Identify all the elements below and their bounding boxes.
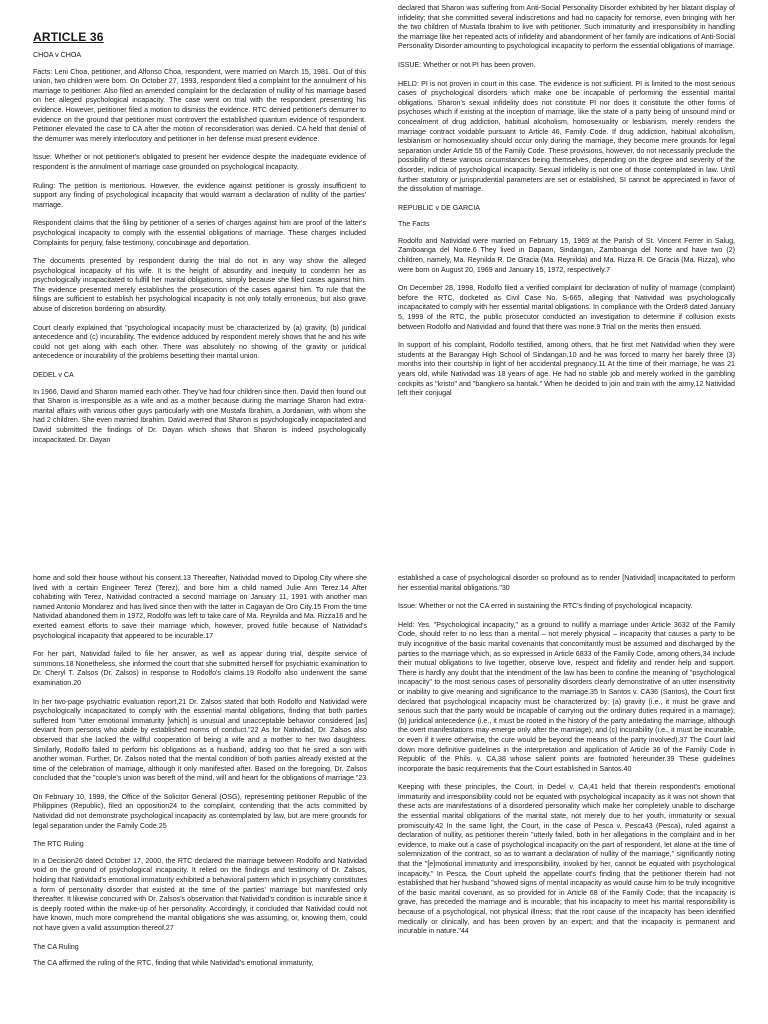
paragraph: declared that Sharon was suffering from Anti-Social Personality Disorder exhibited by her blatant display of infidelity; that she committed several indiscretions and had no capacity for remorse, even bringing with her the two children of Mustafa Ibrahim to live with petitioner. Such immaturity and irresponsibility in handling the marriage like her repeated acts of infidelity and abandonment of her family are indications of Anti-Social Personality Disorder amounting to psychological incapacity to perform the essential obligations of marriage. — [398, 4, 735, 51]
paragraph: Rodolfo and Natividad were married on February 15, 1969 at the Parish of St. Vincent Ferrer in Salug, Zamboanga del Norte.6 They lived in Dapaon, Sindangan, Zamboanga del Norte and have two (2) children, namely, Ma. Reynilda R. De Gracia (Ma. Reynilda) and Ma. Rizza R. De Gracia (Ma. Rizza), who were born on August 20, 1969 and January 15, 1972, respectively.7 — [398, 236, 735, 274]
paragraph: home and sold their house without his consent.13 Thereafter, Natividad moved to Dipolog City where she lived with a certain Engineer Terez (Terez), and bore him a child named Julie Ann Terez.14 After cohabiting with Terez, Natividad contracted a second marriage on January 11, 1991 with another man named Antonio Mondarez and has lived since then with the latter in Cagayan de Oro City.15 From the time Natividad abandoned them in 1972, Rodolfo was left to take care of Ma. Reynilda and Ma. Rizza16 and he exerted earnest efforts to save their marriage which, however, proved futile because of Natividad's psychological incapacity that appeared to be incurable.17 — [33, 574, 367, 640]
section-heading: The CA Ruling — [33, 942, 79, 951]
paragraph: Facts: Leni Choa, petitioner, and Alfonso Choa, respondent, were married on March 15, 1981. Out of this union, two children were born. On October 27, 1993, respondent filed a complaint for the annulment of his marriage to petitioner. Also filed an amended complaint for the declaration of nullity of his marriage based on her alleged psychological incapacity. The case went on trial with the respondent presenting his evidence. However, petitioner filed a motion to dismiss the evidence. RTC denied petitioner's demurrer to evidence on the ground that petitioner must controvert the established quantum evidence of respondent. Petitioner elevated the case to CA after the motion of reconsideration was denied. CA held that denial of the demurrer was merely interlocutory and petitioner in her defense must present evidence. — [33, 67, 366, 143]
section-heading: The Facts — [398, 220, 430, 229]
paragraph-list — [33, 51, 366, 445]
paragraph: On December 28, 1998, Rodolfo filed a verified complaint for declaration of nullity of marriage (complaint) before the RTC, docketed as Civil Case No. S-665, alleging that Natividad was psychologically incapacitated to comply with her essential marital obligations. In compliance with the Order8 dated January 5, 1999 of the RTC, the public prosecutor conducted an investigation to determine if collusion exists between Rodolfo and Natividad and found that there was none.9 Trial on the merits then ensued. — [398, 284, 735, 331]
section-heading: REPUBLIC v DE GARCIA — [398, 203, 480, 212]
paragraph: Court clearly explained that "psychological incapacity must be characterized by (a) gravity, (b) juridical antecedence and (c) incurability. The evidence adduced by respondent merely shows that he and his wife could not get along with each other. There was absolutely no showing of the gravity or juridical antecedence or incurability of the problems besetting their marital union. — [33, 323, 366, 361]
page-1-right-column — [398, 4, 735, 536]
paragraph: For her part, Natividad failed to file her answer, as well as appear during trial, despite service of summons.18 Nonetheless, she informed the court that she submitted herself for psychiatric examination to Dr. Cheryl T. Zalsos (Dr. Zalsos) in response to Rodolfo's claims.19 Rodolfo also underwent the same examination.20 — [33, 650, 367, 687]
paragraph: Issue: Whether or not petitioner's obligated to present her evidence despite the inadequate evidence of respondent is the annulment of marriage case grounded on psychological incapacity. — [33, 153, 366, 171]
paragraph: HELD: PI is not proven in court in this case. The evidence is not sufficient. PI is limited to the most serious cases of psychological disorders which make one be incapable of performing the essential marital obligations. Sharon's sexual infidelity does not constitute PI nor does it constitute the other forms of psychoses which if existing at the inception of marriage, like the state of a party being of unsound mind or concealment of drug addiction, habitual alcoholism, homosexuality or lesbianism, merely renders the marriage contract voidable pursuant to Article 46, Family Code. If drug addiction, habitual alcoholism, lesbianism or homosexuality should occur only during the marriage, they become mere grounds for legal separation under Article 55 of the Family Code. These provisions, however, do not necessarily preclude the possibility of these various circumstances being themselves, depending on the degree and severity of the disorder, indicia of psychological incapacity. Sexual infidelity is not one of those contemplated in law. Until further statutory or jurisprudential parameters are set or established, SI cannot be appreciated in favor of the dissolution of marriage. — [398, 79, 735, 194]
paragraph: On February 10, 1999, the Office of the Solicitor General (OSG), representing petitioner Republic of the Philippines (Republic), filed an opposition24 to the complaint, contending that the acts committed by Natividad did not demonstrate psychological incapacity as contemplated by law, but are mere grounds for legal separation under the Family Code.25 — [33, 792, 367, 830]
paragraph: In support of his complaint, Rodolfo testified, among others, that he first met Natividad when they were students at the Barangay High School of Sindangan,10 and he was forced to marry her barely three (3) months into their courtship in light of her accidental pregnancy.11 At the time of their marriage, he was 21 years old, while Natividad was 18 years of age. He had no stable job and merely worked in the gambling cockpits as "kristo" and "bangkero sa hantak." When he decided to join and train with the army,12 Natividad left their conjugal — [398, 341, 735, 398]
paragraph-list — [398, 574, 735, 937]
paragraph: The documents presented by respondent during the trial do not in any way show the alleged psychological incapacity of his wife. It is the height of absurdity and inequity to condemn her as psychologically incapacitated to fulfill her marital obligations, simply because she filed cases against him. The evidence presented merely establishes the prosecution of the cases against him. To rule that the filings are sufficient to establish her psychological incapacity is not only totally erroneous, but also grave abuse of discretion bordering on absurdity. — [33, 257, 366, 314]
page-2-right-column — [398, 574, 735, 1024]
paragraph: Held: Yes. "Psychological incapacity," as a ground to nullify a marriage under Article 3632 of the Family Code, should refer to no less than a mental – not merely physical – incapacity that causes a party to be truly incognitive of the basic marital covenants that concomitantly must be assumed and discharged by the parties to the marriage which, as so expressed in Article 6833 of the Family Code, among others,34 include their mutual obligations to live together, observe love, respect and fidelity and render help and support. There is hardly any doubt that the intendment of the law has been to confine the meaning of "psychological incapacity" to the most serious cases of personality disorders clearly demonstrative of an utter insensitivity or inability to give meaning and significance to the marriage.35 In Santos v. CA36 (Santos), the Court first declared that psychological incapacity must be characterized by: (a) gravity (i.e., it must be grave and serious such that the party would be incapable of carrying out the ordinary duties required in a marriage); (b) juridical antecedence (i.e., it must be rooted in the history of the party antedating the marriage, although the overt manifestations may emerge only after the marriage); and (c) incurability (i.e., it must be incurable, or even if it were otherwise, the cure would be beyond the means of the party involved).37 The Court laid down more definitive guidelines in the interpretation and application of Article 36 of the Family Code in Republic of the Phils. v. CA,38 whose salient points are footnoted hereunder.39 These guidelines incorporate the basic requirements that the Court established in Santos.40 — [398, 620, 735, 773]
page-2-left-column — [33, 574, 367, 1024]
paragraph-list — [33, 574, 367, 969]
paragraph: established a case of psychological disorder so profound as to render [Natividad] incapacitated to perform her essential marital obligations."30 — [398, 574, 735, 592]
paragraph: In her two-page psychiatric evaluation report,21 Dr. Zalsos stated that both Rodolfo and Natividad were psychologically incapacitated to comply with the essential marital obligations, finding that both parties suffered from "utter emotional immaturity [which] is unusual and unacceptable behavior considered [as] deviant from persons who abide by established norms of conduct."22 As for Natividad, Dr. Zalsos also observed that she lacked the willful cooperation of being a wife and a mother to her two daughters. Similarly, Rodolfo failed to perform his obligations as a husband, adding too that he sired a son with another woman. Further, Dr. Zalsos noted that the mental condition of both parties already existed at the time of the celebration of marriage, although it only manifested after. Based on the foregoing, Dr. Zalsos concluded that the "couple's union was bereft of the mind, will and heart for the obligations of marriage."23 — [33, 697, 367, 783]
section-heading: DEDEL v CA — [33, 371, 74, 380]
section-heading: CHOA v CHOA — [33, 51, 82, 59]
paragraph: The CA affirmed the ruling of the RTC, finding that while Natividad's emotional immaturity, — [33, 959, 314, 968]
paragraph: In a Decision26 dated October 17, 2000, the RTC declared the marriage between Rodolfo and Natividad void on the ground of psychological incapacity. It relied on the findings and testimony of Dr. Zalsos, holding that Natividad's emotional immaturity exhibited a behavioral pattern which in psychiatry constitutes a form of personality disorder that existed at the time of the parties' marriage but manifested only thereafter. It likewise concurred with Dr. Zalsos's observation that Natividad's condition is incurable since it is deeply rooted within the make-up of her personality. Accordingly, it concluded that Natividad could not have known, much more comprehend the marital obligations she was assuming, or, knowing them, could not have given a valid assumption thereof.27 — [33, 856, 367, 932]
paragraph: ISSUE: Whether or not PI has been proven. — [398, 60, 536, 69]
paragraph: Respondent claims that the filing by petitioner of a series of charges against him are proof of the latter's psychological incapacity to comply with the essential obligations of marriage. These charges included Complaints for perjury, false testimony, concubinage and deportation. — [33, 219, 366, 247]
paragraph-list — [398, 4, 735, 399]
paragraph: Ruling: The petition is meritorious. However, the evidence against petitioner is grossly insufficient to support any finding of psychological incapacity that would warrant a declaration of nullity of the parties' marriage. — [33, 181, 366, 209]
paragraph: In 1966, David and Sharon married each other. They've had four children since then. David then found out that Sharon is irresponsible as a wife and as a mother because during the marriage Sharon had extra-marital affairs with various other guys particularly with one Mustafa Ibrahim, a Jordanian, with whom she had 2 children. She even married Ibrahim. David averred that Sharon is psychologically incapacitated and David submitted the findings of Dr. Dayan which shows that Sharon is indeed psychologically incapacitated. Dr. Dayan — [33, 387, 366, 444]
section-heading: The RTC Ruling — [33, 840, 84, 849]
paragraph: Issue: Whether or not the CA erred in sustaining the RTC's finding of psychological incapacity. — [398, 602, 693, 611]
paragraph: Keeping with these principles, the Court, in Dedel v. CA,41 held that therein respondent's emotional immaturity and irresponsibility could not be equated with psychological incapacity as it was not shown that these acts are manifestations of a disordered personality which make her completely unable to discharge the essential marital obligations of the marital state, not merely due to her youth, immaturity or sexual promiscuity.42 In the same light, the Court, in the case of Pesca v. Pesca43 (Pesca), ruled against a declaration of nullity, as petitioner therein "utterly failed, both in her allegations in the complaint and in her evidence, to make out a case of psychological incapacity on the part of respondent, let alone at the time of solemnization of the contract, so as to warrant a declaration of nullity of the marriage," significantly noting that the "[e]motional immaturity and irresponsibility, invoked by her, cannot be equated with psychological incapacity." In Pesca, the Court upheld the appellate court's finding that the petitioner therein had not established that her husband "showed signs of mental incapacity as would cause him to be truly incognitive of the basic marital covenant, as so provided for in Article 68 of the Family Code; that the incapacity is grave, has preceded the marriage and is incurable; that his incapacity to meet his marital responsibility is because of a psychological, not physical illness; that the root cause of the incapacity has been identified medically or clinically, and has been proven by an expert; and that the incapacity is permanent and incurable in nature."44 — [398, 783, 735, 936]
page-1-left-column — [33, 30, 366, 542]
article-title: ARTICLE 36 — [33, 30, 104, 44]
